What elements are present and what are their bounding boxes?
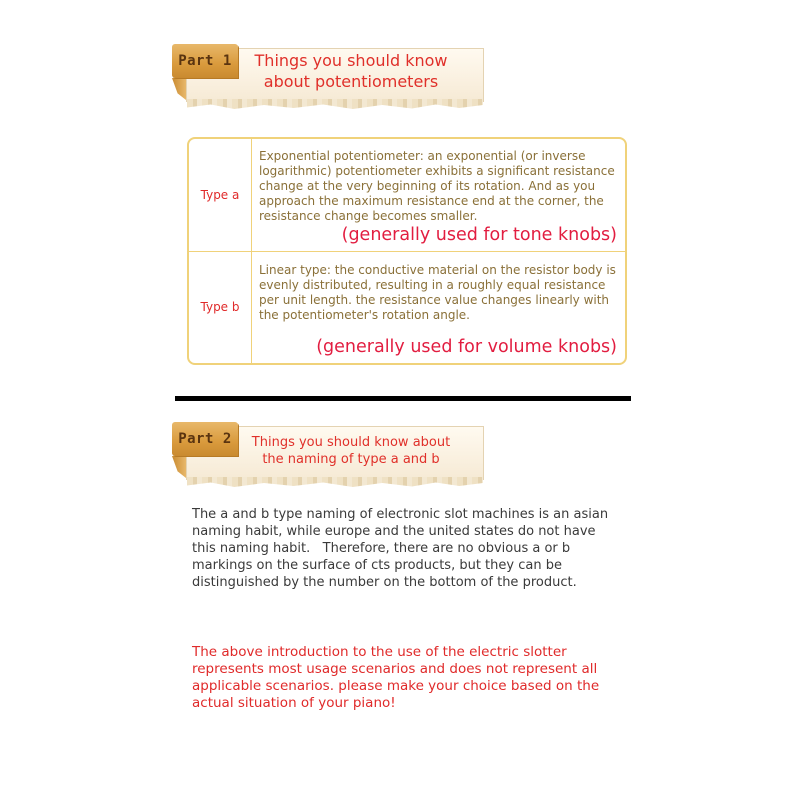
type-a-row <box>189 139 625 252</box>
part1-title-line2: about potentiometers <box>263 72 439 91</box>
type-a-description: Exponential potentiometer: an exponential (or inverse logarithmic) potentiometer exhibits a significant resistance change at the very beginning of its rotation. And as you approach the maximum resistance end at the corner, the resistance change becomes smaller. <box>259 149 615 223</box>
part2-header <box>172 422 482 484</box>
part2-title-line1: Things you should know about <box>251 435 451 450</box>
part1-ribbon-tail <box>172 78 186 100</box>
part2-tab-label: Part 2 <box>178 431 232 447</box>
naming-explanation: The a and b type naming of electronic slot machines is an asian naming habit, while europe and the united states do not have this naming habit. Therefore, there are no obvious a or b markings on the surface of cts products, but they can be distinguished by the number on the bottom of the product. <box>192 507 613 590</box>
potentiometer-type-table <box>187 137 627 365</box>
type-b-usage: (generally used for volume knobs) <box>316 337 617 357</box>
section-separator <box>175 396 631 401</box>
type-a-usage: (generally used for tone knobs) <box>341 225 617 245</box>
type-a-label: Type a <box>200 188 240 202</box>
type-b-description: Linear type: the conductive material on the resistor body is evenly distributed, resulting in a roughly equal resistance per unit length. the resistance value changes linearly with the potentiometer's rotation angle. <box>259 263 616 322</box>
part1-header <box>172 44 482 106</box>
part2-title <box>226 434 476 468</box>
part1-title <box>226 50 476 92</box>
part2-title-line2: the naming of type a and b <box>262 452 440 467</box>
part1-tab-label: Part 1 <box>178 53 232 69</box>
part2-ribbon-tail <box>172 456 186 478</box>
type-b-divider <box>251 251 252 363</box>
part1-title-line1: Things you should know <box>254 51 448 70</box>
type-b-label: Type b <box>200 300 240 314</box>
type-b-row <box>189 251 625 363</box>
disclaimer-text: The above introduction to the use of the electric slotter represents most usage scenarios and does not represent all applicable scenarios. please make your choice based on the actual situation of your piano! <box>192 644 600 711</box>
type-a-divider <box>251 139 252 251</box>
